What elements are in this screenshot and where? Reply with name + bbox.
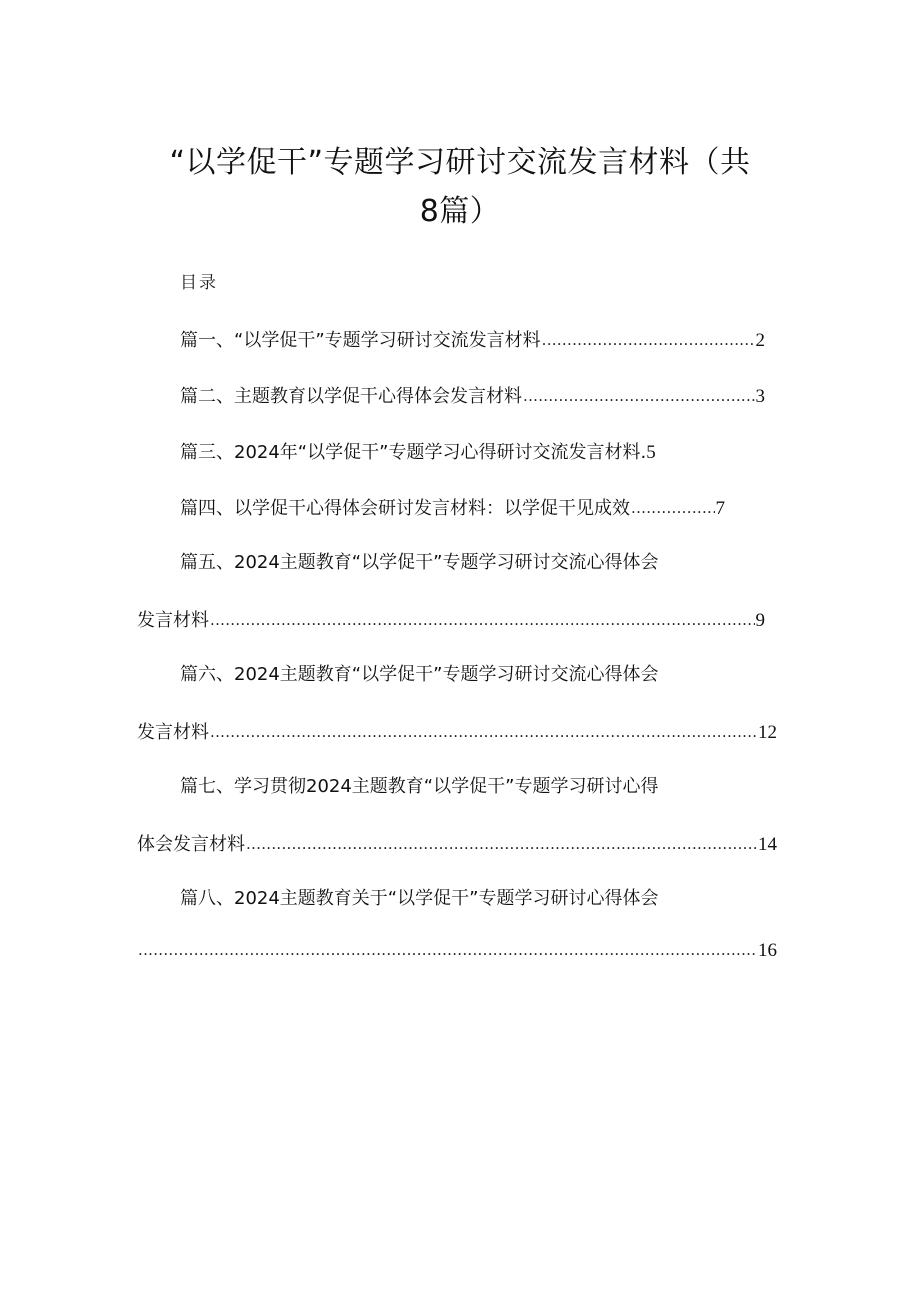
toc-entry-4-page: 7 (715, 498, 725, 519)
toc-entry-7-title-line-2: 体会发言材料 (137, 834, 245, 855)
toc-entry-5-page: 9 (755, 610, 765, 631)
toc-entry-1-page: 2 (755, 330, 765, 351)
toc-entry-4[interactable] (180, 494, 725, 522)
toc-heading: 目录 (180, 273, 218, 293)
toc-entry-5-title-line-2: 发言材料 (137, 610, 209, 631)
toc-leader-dots (246, 833, 757, 855)
toc-entry-5-title-line-1[interactable]: 篇五、2024主题教育“以学促干”专题学习研讨交流心得体会 (180, 552, 659, 573)
toc-entry-7[interactable] (137, 830, 777, 858)
document-title-line-1: “以学促干”专题学习研讨交流发言材料（共 (169, 145, 751, 180)
toc-entry-7-title-line-1[interactable]: 篇七、学习贯彻2024主题教育“以学促干”专题学习研讨心得 (180, 776, 659, 797)
toc-entry-6-page: 12 (758, 722, 777, 743)
toc-entry-3[interactable] (180, 438, 740, 466)
toc-entry-6-title-line-2: 发言材料 (137, 722, 209, 743)
toc-entry-8-title-line-1[interactable]: 篇八、2024主题教育关于“以学促干”专题学习研讨心得体会 (180, 888, 659, 909)
toc-entry-1[interactable] (180, 326, 765, 354)
toc-entry-3-page: 5 (646, 442, 656, 463)
toc-entry-6[interactable] (137, 718, 777, 746)
toc-entry-8[interactable] (137, 936, 777, 964)
document-title-line-2: 8篇） (419, 194, 501, 229)
toc-leader-dots (210, 721, 757, 743)
toc-entry-2[interactable] (180, 382, 765, 410)
toc-entry-7-page: 14 (758, 834, 777, 855)
toc-leader-dots (542, 329, 755, 351)
toc-entry-2-title: 篇二、主题教育以学促干心得体会发言材料 (180, 386, 522, 407)
toc-entry-8-page: 16 (758, 940, 777, 961)
toc-entry-1-title: 篇一、“以学促干”专题学习研讨交流发言材料 (180, 330, 541, 351)
toc-leader-dots (210, 609, 755, 631)
toc-entry-5[interactable] (137, 606, 765, 634)
toc-leader-dots (523, 385, 755, 407)
toc-leader-dots (631, 497, 715, 519)
toc-entry-6-title-line-1[interactable]: 篇六、2024主题教育“以学促干”专题学习研讨交流心得体会 (180, 664, 659, 685)
toc-entry-4-title: 篇四、以学促干心得体会研讨发言材料：以学促干见成效 (180, 498, 630, 519)
toc-leader-dots (138, 939, 757, 961)
toc-entry-2-page: 3 (755, 386, 765, 407)
toc-entry-3-title: 篇三、2024年“以学促干”专题学习心得研讨交流发言材料. (180, 442, 647, 463)
